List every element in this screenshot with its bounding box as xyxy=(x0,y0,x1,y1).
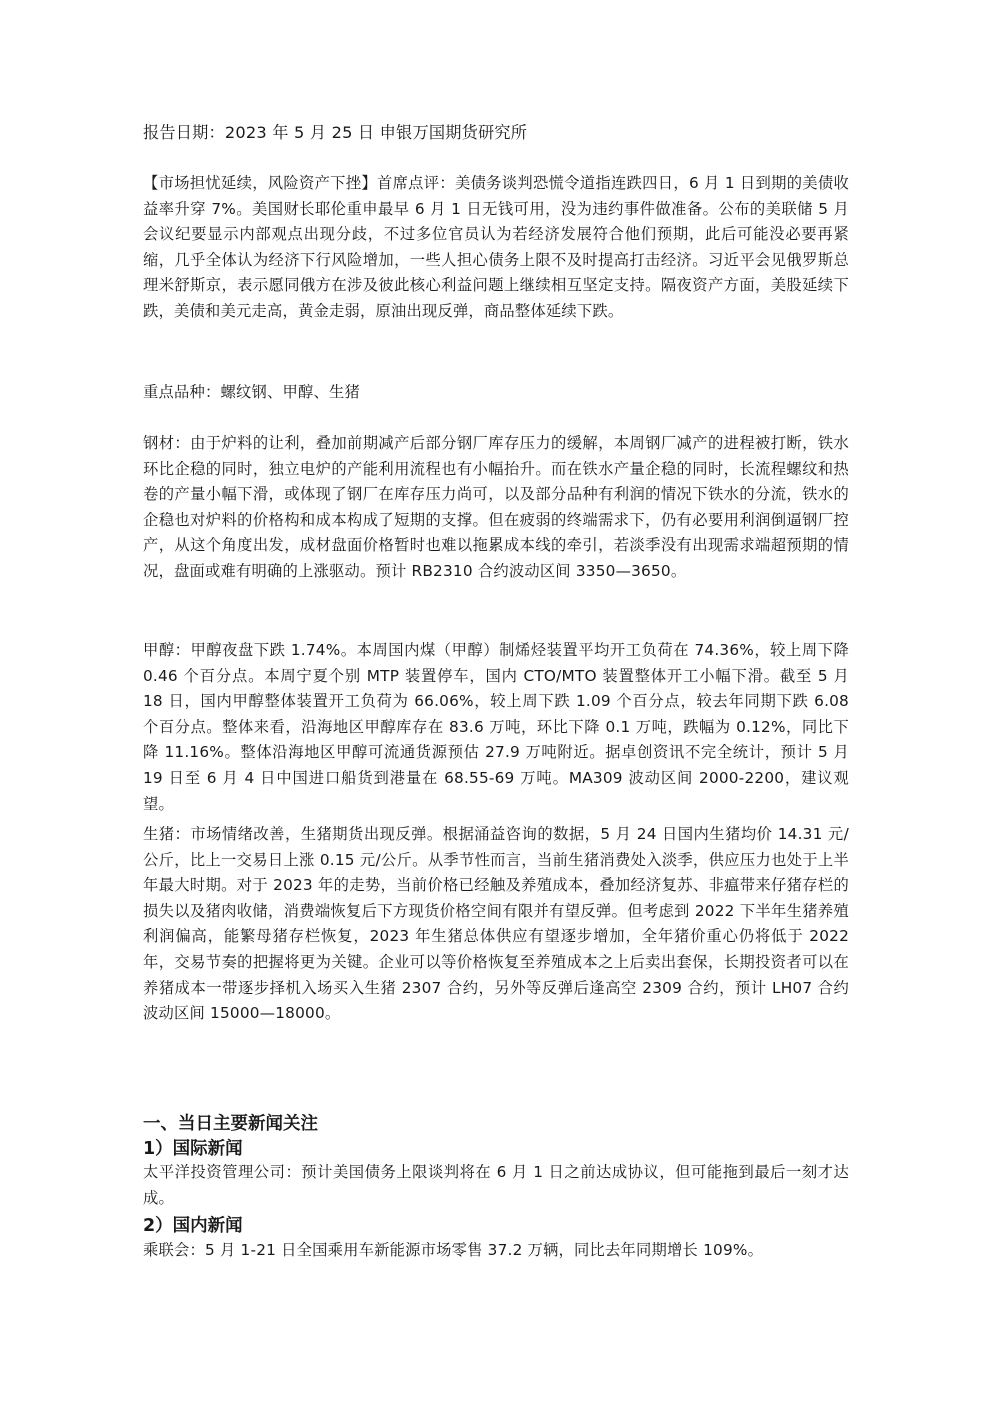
hog-analysis: 生猪：市场情绪改善，生猪期货出现反弹。根据涌益咨询的数据，5 月 24 日国内生猪均价 14.31 元/公斤，比上一交易日上涨 0.15 元/公斤。从季节性而言，当前生猪消费处入淡季，供应压力也处于上半年最大时期。对于 2023 年的走势，当前价格已经触及养殖成本，叠加经济复苏、非瘟带来仔猪存栏的损失以及猪肉收储，消费端恢复后下方现货价格空间有限并有望反弹。但考虑到 2022 下半年生猪养殖利润偏高，能繁母猪存栏恢复，2023 年生猪总体供应有望逐步增加，全年猪价重心仍将低于 2022 年，交易节奏的把握将更为关键。企业可以等价格恢复至养殖成本之上后卖出套保，长期投资者可以在养猪成本一带逐步择机入场买入生猪 2307 合约，另外等反弹后逢高空 2309 合约，预计 LH07 合约波动区间 15000—18000。 xyxy=(143,825,849,1023)
news-section-title: 一、当日主要新闻关注 xyxy=(143,1114,318,1134)
report-date-header: 报告日期：2023 年 5 月 25 日 申银万国期货研究所 xyxy=(143,123,528,142)
domestic-news-item: 乘联会：5 月 1-21 日全国乘用车新能源市场零售 37.2 万辆，同比去年同期增长 109%。 xyxy=(143,1241,764,1259)
international-news-title: 1）国际新闻 xyxy=(143,1139,243,1159)
focus-varieties: 重点品种：螺纹钢、甲醇、生猪 xyxy=(143,383,360,401)
international-news-item: 太平洋投资管理公司：预计美国债务上限谈判将在 6 月 1 日之前达成协议，但可能拖到最后一刻才达成。 xyxy=(143,1163,849,1207)
steel-analysis: 钢材：由于炉料的让利，叠加前期减产后部分钢厂库存压力的缓解，本周钢厂减产的进程被打断，铁水环比企稳的同时，独立电炉的产能利用流程也有小幅抬升。而在铁水产量企稳的同时，长流程螺纹和热卷的产量小幅下滑，或体现了钢厂在库存压力尚可，以及部分品种有利润的情况下铁水的分流，铁水的企稳也对炉料的价格构和成本构成了短期的支撑。但在疲弱的终端需求下，仍有必要用利润倒逼钢厂控产，从这个角度出发，成材盘面价格暂时也难以拖累成本线的牵引，若淡季没有出现需求端超预期的情况，盘面或难有明确的上涨驱动。预计 RB2310 合约波动区间 3350—3650。 xyxy=(143,434,849,580)
methanol-analysis: 甲醇：甲醇夜盘下跌 1.74%。本周国内煤（甲醇）制烯烃装置平均开工负荷在 74.36%，较上周下降 0.46 个百分点。本周宁夏个别 MTP 装置停车，国内 CTO/MTO 装置整体开工小幅下滑。截至 5 月 18 日，国内甲醇整体装置开工负荷为 66.06%，较上周下跌 1.09 个百分点，较去年同期下跌 6.08 个百分点。整体来看，沿海地区甲醇库存在 83.6 万吨，环比下降 0.1 万吨，跌幅为 0.12%，同比下降 11.16%。整体沿海地区甲醇可流通货源预估 27.9 万吨附近。据卓创资讯不完全统计，预计 5 月 19 日至 6 月 4 日中国进口船货到港量在 68.55-69 万吨。MA309 波动区间 2000-2200，建议观望。 xyxy=(143,641,849,813)
market-commentary: 【市场担忧延续，风险资产下挫】首席点评：美债务谈判恐慌令道指连跌四日，6 月 1 日到期的美债收益率升穿 7%。美国财长耶伦重申最早 6 月 1 日无钱可用，没为违约事件做准备。公布的美联储 5 月会议纪要显示内部观点出现分歧，不过多位官员认为若经济发展符合他们预期，此后可能没必要再紧缩，几乎全体认为经济下行风险增加，一些人担心债务上限不及时提高打击经济。习近平会见俄罗斯总理米舒斯京，表示愿同俄方在涉及彼此核心利益问题上继续相互坚定支持。隔夜资产方面，美股延续下跌，美债和美元走高，黄金走弱，原油出现反弹，商品整体延续下跌。 xyxy=(143,174,849,320)
domestic-news-title: 2）国内新闻 xyxy=(143,1216,243,1236)
